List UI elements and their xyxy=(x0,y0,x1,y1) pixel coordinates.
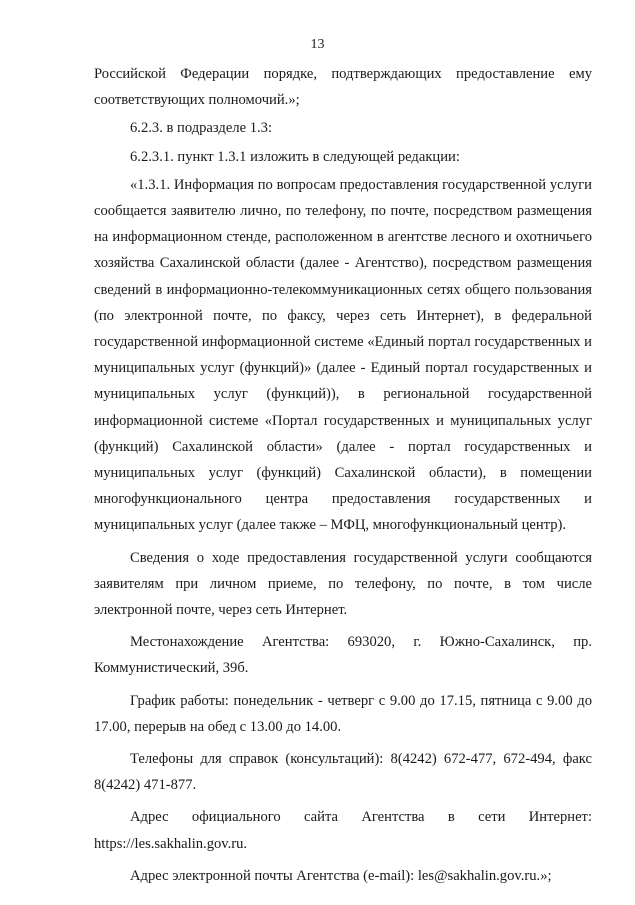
website-url: https://les.sakhalin.gov.ru. xyxy=(94,835,248,852)
paragraph-phones: Телефоны для справок (консультаций): 8(4242) 672-477, 672-494, факс 8(4242) 471-877. xyxy=(94,751,592,794)
paragraph-item: 6.2.3.1. пункт 1.3.1 изложить в следующей редакции: xyxy=(130,148,460,165)
page-number: 13 xyxy=(310,37,325,52)
paragraph-progress-info: Сведения о ходе предоставления государственной услуги сообщаются заявителям при личном приеме, по телефону, по почте, в том числе электронной почте, через сеть Интернет. xyxy=(94,549,592,619)
paragraph-email: Адрес электронной почты Агентства (e-mail): les@sakhalin.gov.ru.»; xyxy=(130,867,552,884)
paragraph-location: Местонахождение Агентства: 693020, г. Южно-Сахалинск, пр. Коммунистический, 39б. xyxy=(94,634,592,677)
document-body xyxy=(94,61,592,895)
paragraph-website-label: Адрес официального сайта Агентства в сети Интернет: xyxy=(130,809,592,826)
paragraph-subsection: 6.2.3. в подразделе 1.3: xyxy=(130,120,273,137)
paragraph-schedule: График работы: понедельник - четверг с 9.00 до 17.15, пятница с 9.00 до 17.00, перерыв на обед с 13.00 до 14.00. xyxy=(94,692,592,735)
paragraph-information: «1.3.1. Информация по вопросам предоставления государственной услуги сообщается заявителю лично, по телефону, по почте, посредством размещения на информационном стенде, расположенном в агентстве лесного и охотничьего хозяйства Сахалинской области (далее - Агентство), посредством размещения сведений в информационно-телекоммуникационных сетях общего пользования (по электронной почте, по факсу, через сеть Интернет), в федеральной государственной информационной системе «Единый портал государственных и муниципальных услуг (функций)» (далее - Единый портал государственных и муниципальных услуг (функций)), в региональной государственной информационной системе «Портал государственных и муниципальных услуг (функций) Сахалинской области» (далее - портал государственных и муниципальных услуг (функций) Сахалинской области), в помещении многофункционального центра предоставления государственных и муниципальных услуг (далее также – МФЦ, многофункциональный центр). xyxy=(94,176,592,534)
paragraph-continuation: Российской Федерации порядке, подтверждающих предоставление ему соответствующих полномочий.»; xyxy=(94,66,592,109)
